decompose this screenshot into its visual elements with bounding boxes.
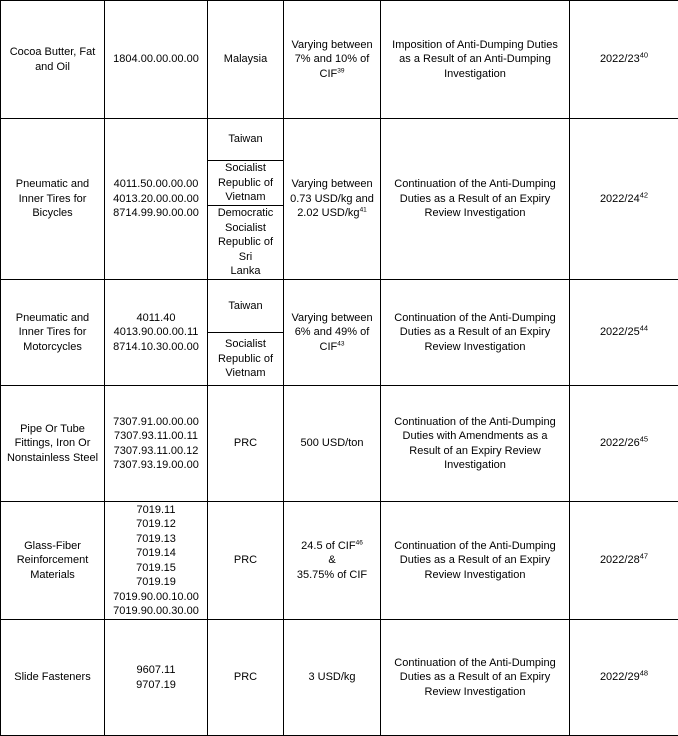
hs-code-cell: 4011.50.00.00.00 4013.20.00.00.00 8714.99.90.00.00 (105, 119, 208, 280)
table-row (1, 502, 678, 620)
hs-code-cell: 9607.11 9707.19 (105, 620, 208, 736)
measure-cell: Imposition of Anti-Dumping Duties as a Result of an Anti-Dumping Investigation (381, 1, 570, 119)
footnote-marker: 43 (337, 340, 344, 347)
footnote-marker: 40 (640, 51, 648, 60)
product-cell: Glass-Fiber Reinforcement Materials (1, 502, 105, 620)
product-cell: Pipe Or Tube Fittings, Iron Or Nonstainless Steel (1, 386, 105, 502)
country-cell: Taiwan (208, 119, 284, 161)
product-cell: Cocoa Butter, Fat and Oil (1, 1, 105, 119)
decision-cell (570, 620, 678, 736)
footnote-marker: 44 (640, 324, 648, 333)
table-row (1, 119, 678, 161)
country-cell: PRC (208, 502, 284, 620)
footnote-marker: 42 (640, 190, 648, 199)
hs-code-cell: 1804.00.00.00.00 (105, 1, 208, 119)
measure-cell: Continuation of the Anti-Dumping Duties as a Result of an Expiry Review Investigation (381, 280, 570, 386)
country-cell: Socialist Republic of Vietnam (208, 333, 284, 386)
decision-cell (570, 502, 678, 620)
decision-number: 2022/29 (600, 671, 640, 683)
country-cell: PRC (208, 620, 284, 736)
product-cell: Slide Fasteners (1, 620, 105, 736)
duty-text: 24.5 of CIF (301, 540, 355, 552)
duty-text: Varying between 0.73 USD/kg and 2.02 USD/kg (290, 178, 374, 219)
measure-cell: Continuation of the Anti-Dumping Duties as a Result of an Expiry Review Investigation (381, 119, 570, 280)
duty-text: Varying between 7% and 10% of CIF (291, 39, 372, 80)
footnote-marker: 48 (640, 669, 648, 678)
duty-cell: 3 USD/kg (284, 620, 381, 736)
decision-number: 2022/28 (600, 554, 640, 566)
country-cell: Democratic Socialist Republic of Sri Lanka (208, 206, 284, 280)
footnote-marker: 47 (640, 552, 648, 561)
country-cell: Socialist Republic of Vietnam (208, 161, 284, 206)
hs-code-cell: 7019.11 7019.12 7019.13 7019.14 7019.15 7019.19 7019.90.00.10.00 7019.90.00.30.00 (105, 502, 208, 620)
decision-cell (570, 119, 678, 280)
decision-number: 2022/25 (600, 326, 640, 338)
table-row (1, 620, 678, 736)
duty-cell: 500 USD/ton (284, 386, 381, 502)
duty-cell (284, 502, 381, 620)
duty-cell (284, 1, 381, 119)
measure-cell: Continuation of the Anti-Dumping Duties with Amendments as a Result of an Expiry Review Investigation (381, 386, 570, 502)
duty-text: Varying between 6% and 49% of CIF (291, 312, 372, 353)
decision-number: 2022/24 (600, 193, 640, 205)
duty-text-continued: & 35.75% of CIF (297, 554, 367, 581)
country-cell: PRC (208, 386, 284, 502)
footnote-marker: 41 (360, 207, 367, 214)
duty-cell (284, 119, 381, 280)
hs-code-cell: 7307.91.00.00.00 7307.93.11.00.11 7307.93.11.00.12 7307.93.19.00.00 (105, 386, 208, 502)
footnote-marker: 39 (337, 67, 344, 74)
country-cell: Taiwan (208, 280, 284, 333)
decision-number: 2022/23 (600, 53, 640, 65)
product-cell: Pneumatic and Inner Tires for Motorcycles (1, 280, 105, 386)
decision-cell (570, 386, 678, 502)
decision-cell (570, 280, 678, 386)
decision-number: 2022/26 (600, 437, 640, 449)
footnote-marker: 45 (640, 435, 648, 444)
decision-cell (570, 1, 678, 119)
table-row (1, 280, 678, 333)
hs-code-cell: 4011.40 4013.90.00.00.11 8714.10.30.00.00 (105, 280, 208, 386)
duty-cell (284, 280, 381, 386)
table-row (1, 1, 678, 119)
table-row (1, 386, 678, 502)
measure-cell: Continuation of the Anti-Dumping Duties as a Result of an Expiry Review Investigation (381, 620, 570, 736)
footnote-marker: 46 (356, 539, 363, 546)
country-cell: Malaysia (208, 1, 284, 119)
product-cell: Pneumatic and Inner Tires for Bicycles (1, 119, 105, 280)
measure-cell: Continuation of the Anti-Dumping Duties as a Result of an Expiry Review Investigation (381, 502, 570, 620)
